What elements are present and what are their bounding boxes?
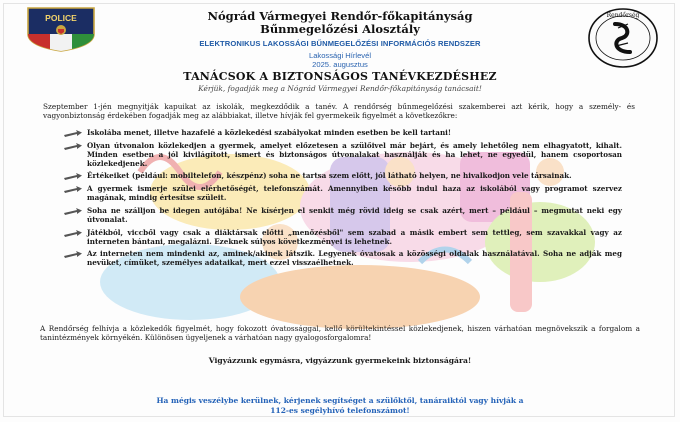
- motto: Vigyázzunk egymásra, vigyázzunk gyermekeink biztonságára!: [208, 356, 472, 365]
- closing-paragraph: A Rendőrség felhívja a közlekedők figyelmét, hogy fokozott óvatossággal, kellő körültekintéssel közlekedjenek, hiszen várhatóan megnövekszik a forgalom a tanintézmények környékén. Különösen ügyeljenek a várhatóan nagy gyalogosforgalomra!: [40, 324, 640, 343]
- tip-text: Az interneten nem mindenki az, aminek/akinek látszik. Legyenek óvatosak a közösségi oldalak használatával. Soha ne adják meg nevüket, címüket, személyes adataikat, mert ezzel visszaélhetnek.: [87, 249, 622, 268]
- help-notice: [70, 396, 610, 416]
- list-item: [62, 172, 622, 181]
- police-badge-icon: [22, 4, 100, 52]
- arrow-bullet-icon: [64, 130, 82, 137]
- svg-text:POLICE: POLICE: [45, 13, 77, 23]
- list-item: [62, 142, 622, 169]
- arrow-bullet-icon: [64, 186, 82, 193]
- arrow-bullet-icon: [64, 230, 82, 237]
- police-seal-icon: [582, 6, 664, 70]
- tip-text: Értékeiket (például: mobiltelefon, készpénz) soha ne tartsa szem előtt, jól látható helyen, ne hivalkodjon vele társainak.: [87, 171, 572, 181]
- help-line-2: 112-es segélyhívó telefonszámot!: [270, 406, 410, 415]
- arrow-bullet-icon: [64, 208, 82, 215]
- tip-text: Olyan útvonalon közlekedjen a gyermek, amelyet előzetesen a szülőivel már bejárt, és amely lehetőleg nem elhagyatott, kihalt. Minden esetben a jól kivilágított, ismert és biztonságos útvonalakat használják és ha lehet, ne egyedül, hanem csoportosan közlekedjenek.: [87, 140, 622, 168]
- list-item: [62, 207, 622, 225]
- organization-name: Nógrád Vármegyei Rendőr-főkapitányság: [207, 9, 473, 23]
- bulletin-label: Lakossági Hírlevél: [308, 51, 372, 60]
- svg-text:Rendőrség: Rendőrség: [606, 12, 640, 19]
- department-name: Bűnmegelőzési Alosztály: [260, 22, 420, 36]
- list-item: [62, 185, 622, 203]
- organization-title: [130, 10, 550, 36]
- intro-paragraph: Szeptember 1-jén megnyitják kapuikat az iskolák, megkezdődik a tanév. A rendőrség bűnmegelőzési szakemberei azt kérik, hogy a személy- és vagyonbiztonság érdekében fogadják meg az alábbiakat, illetve hívják fel gyermekeik figyelmét a következőkre:: [43, 102, 635, 120]
- page-title: TANÁCSOK A BIZTONSÁGOS TANÉVKEZDÉSHEZ: [183, 70, 497, 83]
- bulletin-label-block: [220, 51, 460, 69]
- list-item: [62, 129, 622, 138]
- arrow-bullet-icon: [64, 173, 82, 180]
- tip-text: Játékból, viccből vagy csak a diáktársak előtti „menőzésből" sem szabad a másik embert sem tettleg, sem szavakkal vagy az interneten bántani, megalázni. Ezeknek súlyos következményei is lehetnek.: [87, 227, 622, 246]
- bulletin-date: 2025. augusztus: [312, 60, 368, 69]
- list-item: [62, 250, 622, 268]
- page-subtitle: Kérjük, fogadják meg a Nógrád Vármegyei Rendőr-főkapitányság tanácsait!: [198, 84, 482, 93]
- tips-list: [62, 129, 622, 272]
- tip-text: Iskolába menet, illetve hazafelé a közlekedési szabályokat minden esetben be kell tartani!: [87, 128, 452, 137]
- tip-text: A gyermek ismerje szülei elérhetőségét, telefonszámát. Amennyiben később indul haza az iskolából vagy programot szervez magának, mindig értesítse szüleit.: [87, 184, 622, 203]
- list-item: [62, 229, 622, 247]
- arrow-bullet-icon: [64, 143, 82, 150]
- help-line-1: Ha mégis veszélybe kerülnek, kérjenek segítséget a szülőktől, tanáraiktól vagy hívják a: [156, 396, 524, 405]
- arrow-bullet-icon: [64, 251, 82, 258]
- system-name: ELEKTRONIKUS LAKOSSÁGI BŰNMEGELŐZÉSI INFORMÁCIÓS RENDSZER: [199, 39, 481, 48]
- tip-text: Soha ne szálljon be idegen autójába! Ne kísérjen el senkit még rövid ideig se csak azért, mert – például – megmutat neki egy útvonalat.: [87, 205, 622, 224]
